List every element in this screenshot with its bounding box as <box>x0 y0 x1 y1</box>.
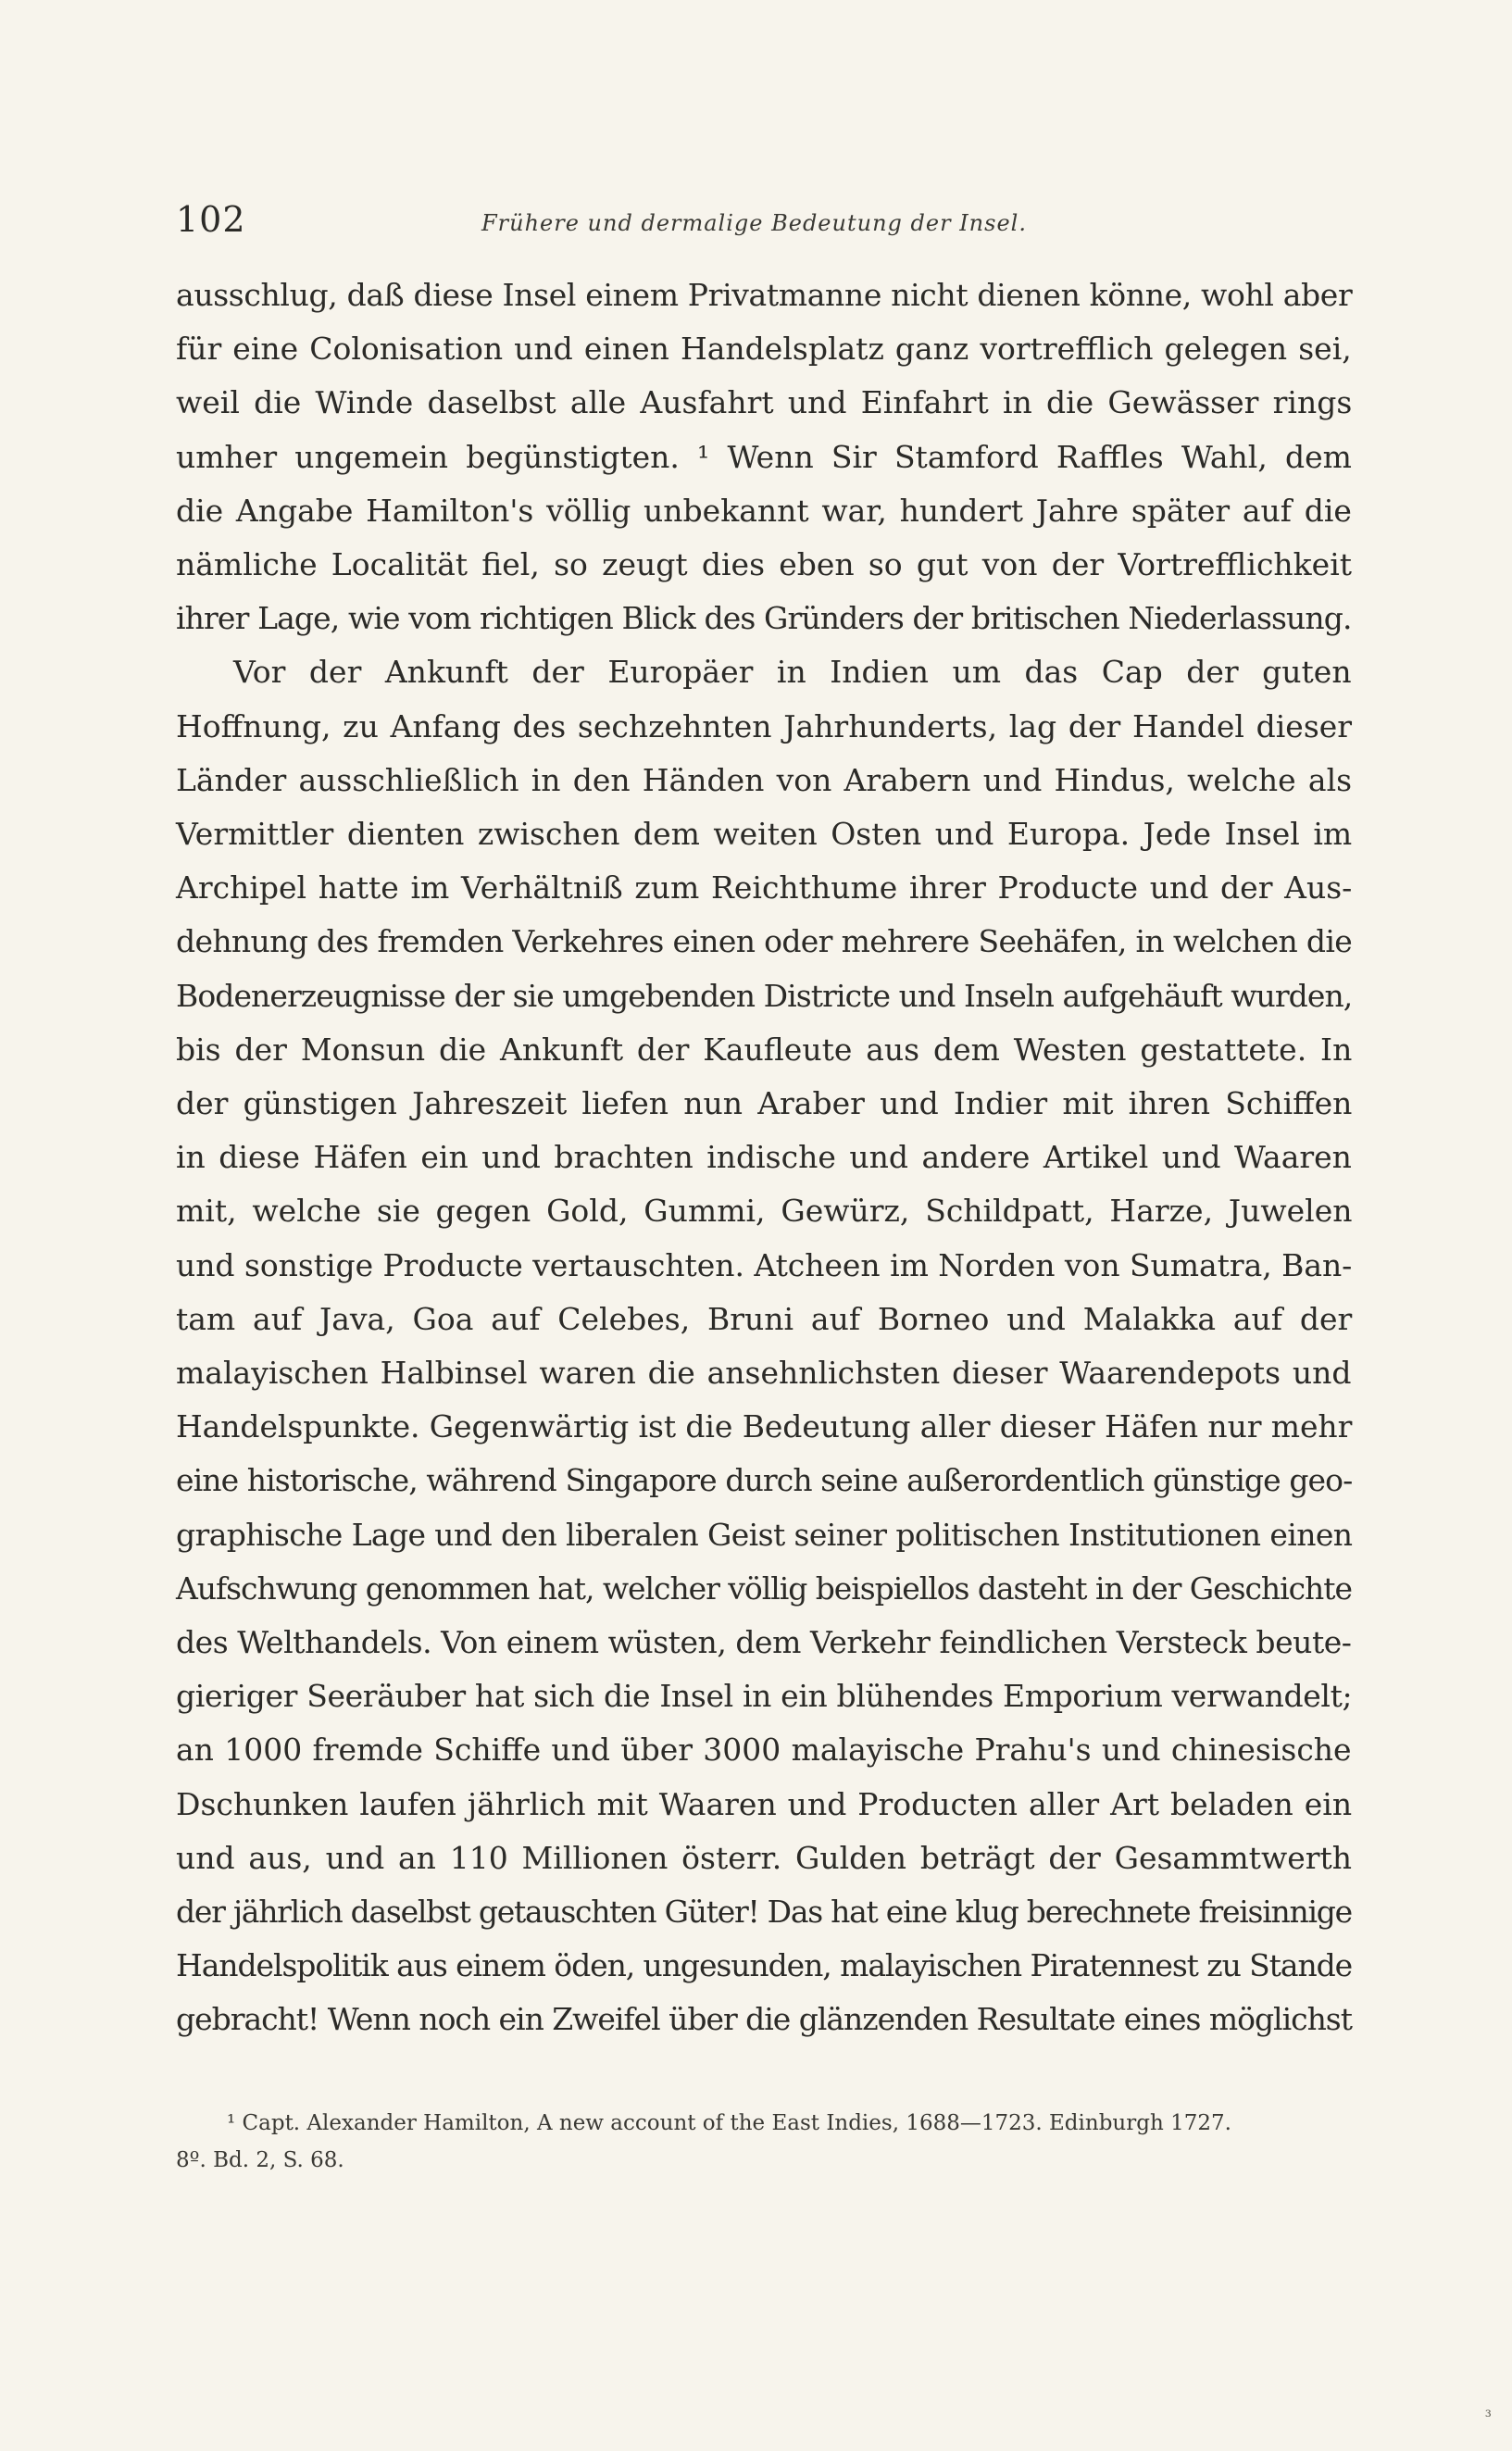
text-line: weil die Winde daselbst alle Ausfahrt und Einfahrt in die Gewässer rings <box>176 384 1353 421</box>
footnote-line: ¹ Capt. Alexander Hamilton, A new account of the East Indies, 1688—1723. Edinburgh 1727. <box>227 2111 1231 2135</box>
text-line: ausschlug, daß diese Insel einem Privatmanne nicht dienen könne, wohl aber <box>176 277 1353 313</box>
text-line: die Angabe Hamilton's völlig unbekannt war, hundert Jahre später auf die <box>176 492 1352 529</box>
text-line: Bodenerzeugnisse der sie umgebenden Districte und Inseln aufgehäuft wurden, <box>176 977 1353 1014</box>
footnote-line: 8º. Bd. 2, S. 68. <box>176 2148 344 2172</box>
text-line: malayischen Halbinsel waren die ansehnlichsten dieser Waarendepots und <box>176 1355 1352 1391</box>
running-title: Frühere und dermalige Bedeutung der Insel. <box>481 210 1027 236</box>
text-line: Handelspunkte. Gegenwärtig ist die Bedeutung aller dieser Häfen nur mehr <box>176 1408 1353 1445</box>
text-line: gebracht! Wenn noch ein Zweifel über die glänzenden Resultate eines möglichst <box>176 2001 1352 2038</box>
text-line: des Welthandels. Von einem wüsten, dem Verkehr feindlichen Versteck beute- <box>176 1624 1352 1660</box>
text-line: graphische Lage und den liberalen Geist seiner politischen Institutionen einen <box>176 1516 1353 1553</box>
margin-mark: ³ <box>1484 2407 1492 2427</box>
text-line: in diese Häfen ein und brachten indische und andere Artikel und Waaren <box>176 1139 1352 1176</box>
page-number: 102 <box>176 199 246 240</box>
text-line: für eine Colonisation und einen Handelsplatz ganz vortrefflich gelegen sei, <box>176 331 1352 368</box>
text-line: nämliche Localität fiel, so zeugt dies eben so gut von der Vortrefflichkeit <box>176 546 1353 582</box>
text-line: Länder ausschließlich in den Händen von Arabern und Hindus, welche als <box>176 761 1353 798</box>
text-line: Dschunken laufen jährlich mit Waaren und Producten aller Art beladen ein <box>176 1785 1353 1822</box>
text-line: ihrer Lage, wie vom richtigen Blick des Gründers der britischen Niederlassung. <box>176 600 1352 637</box>
text-line: Vor der Ankunft der Europäer in Indien um das Cap der guten <box>233 654 1352 691</box>
text-line: umher ungemein begünstigten. ¹ Wenn Sir Stamford Raffles Wahl, dem <box>176 438 1352 475</box>
text-line: und aus, und an 110 Millionen österr. Gulden beträgt der Gesammtwerth <box>176 1839 1353 1876</box>
text-line: der jährlich daselbst getauschten Güter! Das hat eine klug berechnete freisinnige <box>176 1894 1352 1930</box>
text-line: tam auf Java, Goa auf Celebes, Bruni auf Borneo und Malakka auf der <box>176 1300 1353 1337</box>
text-line: Handelspolitik aus einem öden, ungesunden, malayischen Piratennest zu Stande <box>176 1947 1353 1984</box>
text-line: gieriger Seeräuber hat sich die Insel in ein blühendes Emporium verwandelt; <box>176 1678 1353 1715</box>
text-line: Archipel hatte im Verhältniß zum Reichthume ihrer Producte und der Aus- <box>176 869 1353 907</box>
text-line: und sonstige Producte vertauschten. Atcheen im Norden von Sumatra, Ban- <box>176 1246 1353 1283</box>
text-line: mit, welche sie gegen Gold, Gummi, Gewürz, Schildpatt, Harze, Juwelen <box>176 1193 1353 1230</box>
text-line: der günstigen Jahreszeit liefen nun Araber und Indier mit ihren Schiffen <box>176 1085 1353 1121</box>
text-line: Vermittler dienten zwischen dem weiten Osten und Europa. Jede Insel im <box>176 816 1353 852</box>
text-line: dehnung des fremden Verkehres einen oder mehrere Seehäfen, in welchen die <box>176 923 1353 960</box>
text-line: eine historische, während Singapore durch seine außerordentlich günstige geo- <box>176 1462 1353 1499</box>
text-line: Aufschwung genommen hat, welcher völlig beispiellos dasteht in der Geschichte <box>176 1569 1352 1607</box>
text-line: an 1000 fremde Schiffe und über 3000 malayische Prahu's und chinesische <box>176 1732 1352 1769</box>
text-line: bis der Monsun die Ankunft der Kaufleute aus dem Westen gestattete. In <box>176 1031 1353 1068</box>
text-line: Hoffnung, zu Anfang des sechzehnten Jahrhunderts, lag der Handel dieser <box>176 707 1353 744</box>
page-header <box>176 199 1380 255</box>
